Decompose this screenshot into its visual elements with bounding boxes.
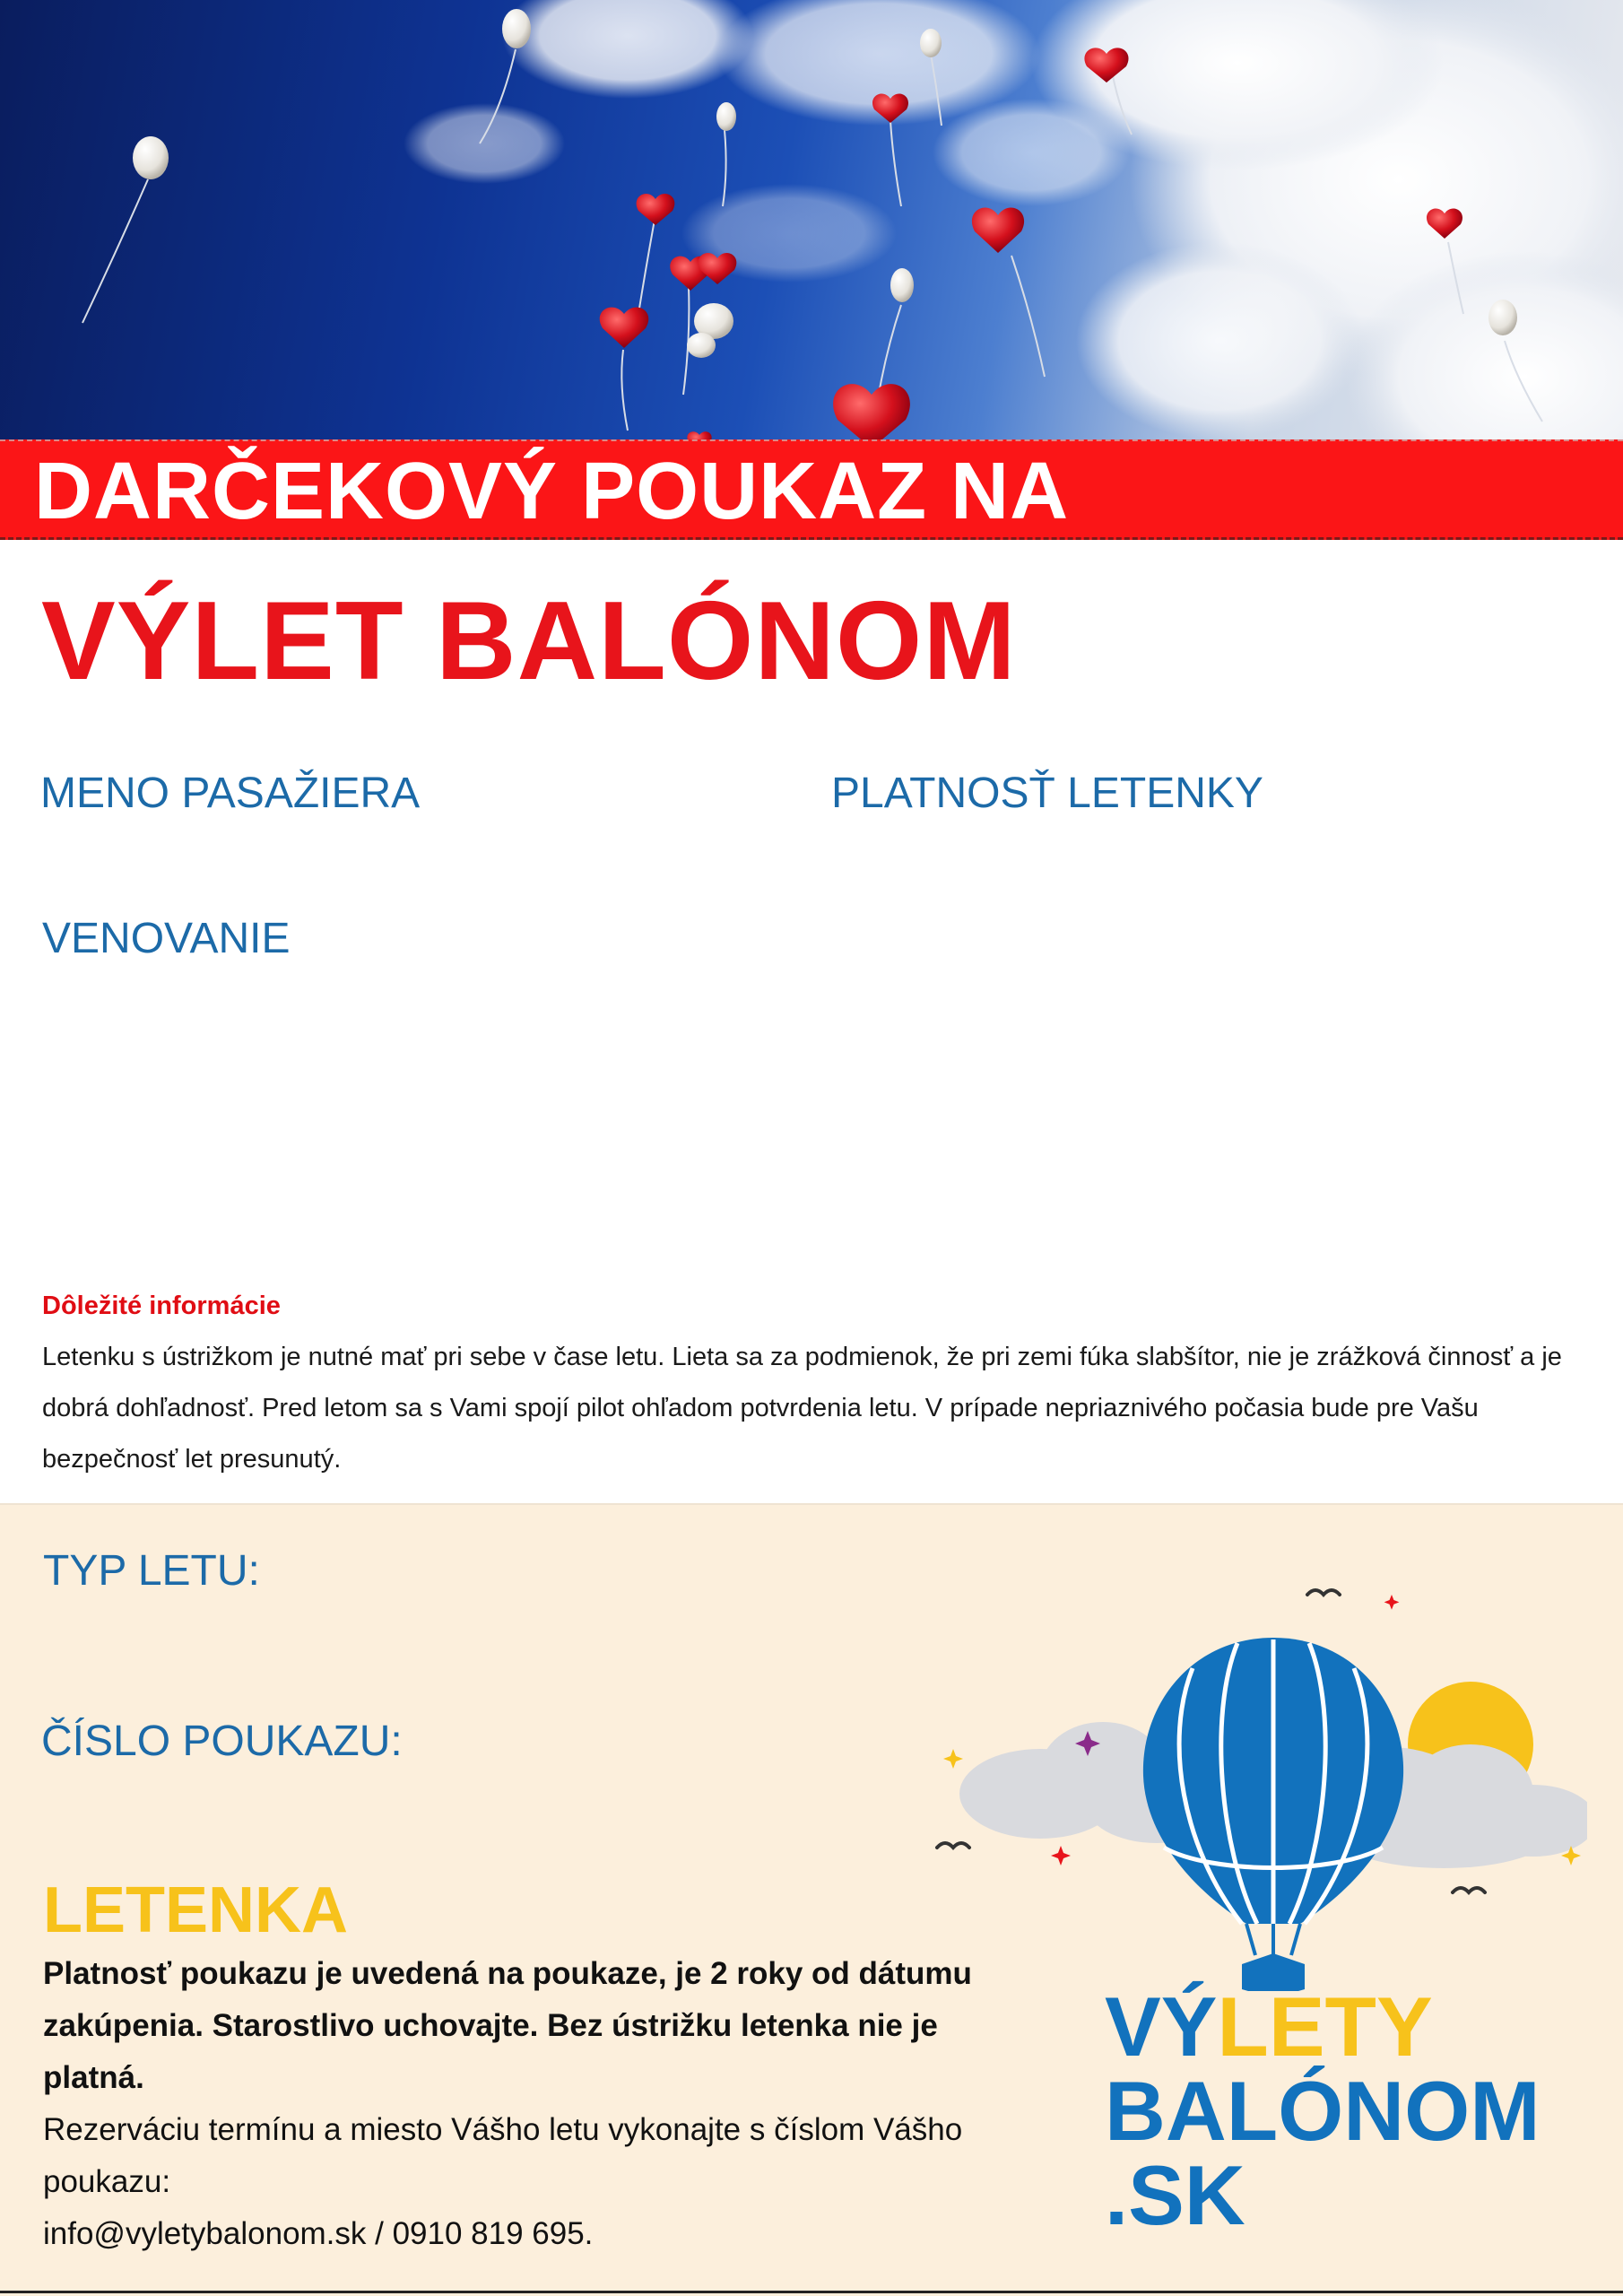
brand-line-3: .SK <box>1105 2148 1245 2242</box>
ticket-validity-note: Platnosť poukazu je uvedená na poukaze, je 2 roky od dátumu zakúpenia. Starostlivo uchovajte. Bez ústrižku letenka nie je platná. <box>43 1956 972 2095</box>
balloon-rigging <box>1246 1924 1300 1955</box>
brand-lety: LETY <box>1217 1979 1433 2074</box>
sky-balloons-illustration <box>0 0 1623 439</box>
flight-type-label: TYP LETU: <box>43 1547 260 1595</box>
brand-vy: VÝ <box>1105 1979 1218 2074</box>
important-info-text: Letenku s ústrižkom je nutné mať pri sebe v čase letu. Lieta sa za podmienok, že pri zemi fúka slabšítor, nie je zrážková činnosť a je dobrá dohľadnosť. Pred letom sa s Vami spojí pilot ohľadom potvrdenia letu. V prípade nepriaznivého počasia bude pre Vašu bezpečnosť let presunutý. <box>42 1343 1562 1474</box>
passenger-name-label: MENO PASAŽIERA <box>40 770 421 817</box>
banner-title: DARČEKOVÝ POUKAZ NA <box>34 447 1070 536</box>
ticket-validity-label: PLATNOSŤ LETENKY <box>831 770 1263 817</box>
brand-line-1 <box>1105 1979 1541 2074</box>
hot-air-balloon-logo-icon <box>924 1578 1587 1991</box>
hero-photo-sky-balloons <box>0 0 1623 439</box>
important-info-title: Dôležité informácie <box>42 1292 281 1320</box>
brand-line-2: BALÓNOM <box>1105 2064 1541 2158</box>
ticket-reservation-text: Rezerváciu termínu a miesto Vášho letu vykonajte s číslom Vášho poukazu: <box>43 2112 963 2199</box>
voucher-banner <box>0 439 1623 540</box>
ticket-title: LETENKA <box>43 1874 348 1946</box>
main-title: VÝLET BALÓNOM <box>41 579 1017 703</box>
balloon-envelope <box>1143 1638 1403 1924</box>
brand-wordmark <box>1105 1979 1541 2242</box>
contact-info: info@vyletybalonom.sk / 0910 819 695. <box>43 2216 594 2251</box>
bottom-border <box>0 2291 1623 2293</box>
voucher-number-label: ČÍSLO POUKAZU: <box>41 1718 403 1765</box>
dedication-label: VENOVANIE <box>42 915 291 962</box>
